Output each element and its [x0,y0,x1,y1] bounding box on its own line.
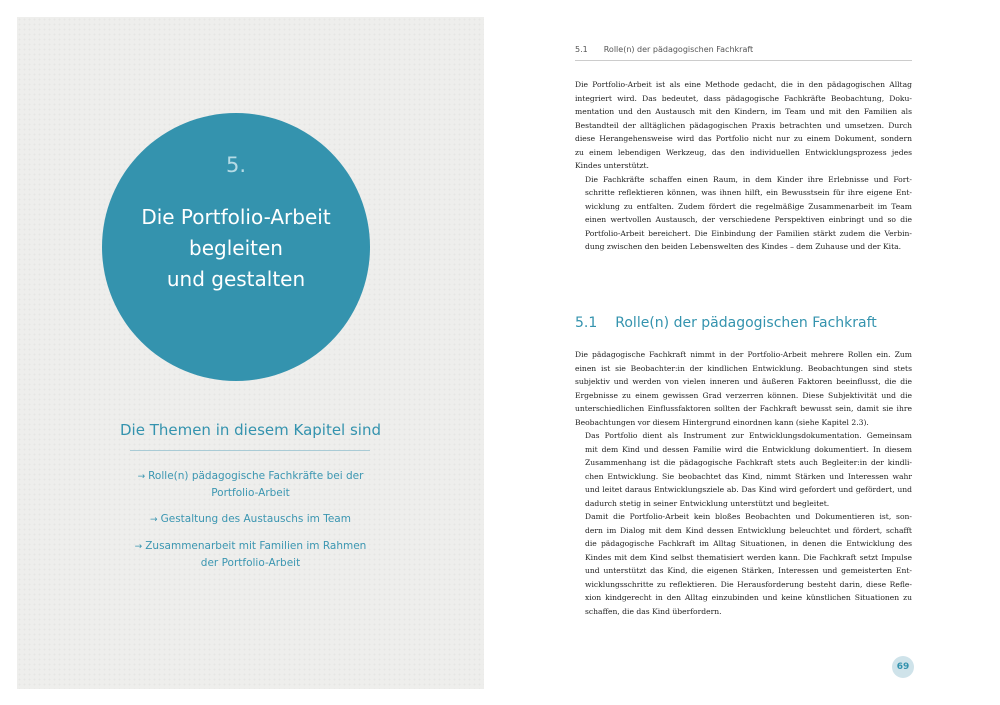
chapter-title-line: Die Portfolio-Arbeit [141,205,331,229]
text-line: xion kindgerecht in den Alltag einzubinden und keine künstlichen Situationen zu [585,593,912,602]
paragraph [575,510,912,618]
text-line: Damit die Portfolio-Arbeit kein bloßes Beobachten und Dokumentieren ist, son- [585,512,912,521]
chapter-title [102,202,370,295]
running-header [575,45,753,54]
theme-line: Portfolio-Arbeit [211,487,290,499]
section-heading [575,315,877,331]
text-line: integriert wird. Das bedeutet, dass pädagogische Fachkräfte Beobachtung, Doku- [575,93,912,103]
arrow-right-icon: → [150,515,158,525]
text-line: einen ist sie Beobachter:in der kindlichen Entwicklung. Beobachtungen sind stets [575,363,912,373]
text-line: Kindes mit dem Kind selbst thematisiert werden kann. Die Fachkraft setzt Impulse [585,552,912,562]
text-line: Die pädagogische Fachkraft nimmt in der Portfolio-Arbeit mehrere Rollen ein. Zum [575,350,912,359]
text-line: die pädagogische Fachkraft im Alltag Situationen, in denen die Entwicklung des [585,539,912,548]
theme-line: Gestaltung des Austauschs im Team [160,513,351,525]
text-line: unterschiedlichen Einflussfaktoren sollten der Fachkraft bewusst sein, damit sie ihre [575,404,912,413]
text-line: mit dem Kind und dessen Familie wird die Entwicklung dokumentiert. In diesem [585,444,912,454]
text-line: subjektiv und werden von vielen inneren und äußeren Faktoren beeinflusst, die die [575,377,912,386]
section-text [575,348,912,618]
text-line: zu einem lebendigen Werkzeug, das den individuellen Entwicklungsprozess jedes [575,147,912,157]
section-number: 5.1 [575,315,598,331]
theme-line: der Portfolio-Arbeit [200,557,301,569]
text-line: Ergebnisse zu einem gewissen Grad verzerren können. Diese Subjektivität und die [575,390,912,400]
text-line: dern im Dialog mit dem Kind dessen Entwicklung beleuchtet und fördert, schafft [585,525,912,535]
text-line: Die Fachkräfte schaffen einen Raum, in dem Kinder ihre Erlebnisse und Fort- [585,174,912,184]
arrow-right-icon: → [137,472,146,482]
text-line: Das Portfolio dient als Instrument zur Entwicklungsdokumentation. Gemeinsam [585,431,912,440]
themes-list [17,468,484,581]
page-number: 69 [892,656,914,678]
running-header-number: 5.1 [575,45,588,54]
themes-heading: Die Themen in diesem Kapitel sind [119,421,382,439]
theme-item [17,538,484,571]
theme-item [17,468,484,501]
paragraph [575,78,912,173]
chapter-circle [102,113,370,381]
text-line: Zusammenhang ist die pädagogische Fachkraft stets auch Begleiter:in der kindli- [585,458,912,467]
theme-line: Rolle(n) pädagogische Fachkräfte bei der [148,470,364,482]
text-line: chen Entwicklung. Sie beobachtet das Kind, nimmt Stärken und Interessen wahr [585,471,912,481]
paragraph [575,173,912,254]
themes-divider [130,450,370,451]
paragraph [575,348,912,429]
chapter-number: 5. [225,153,247,177]
paragraph [575,429,912,510]
text-line: schaffen, die das Kind überfordern. [585,606,722,616]
text-line: Beobachtungen vor diesem Hintergrund einordnen kann (siehe Kapitel 2.3). [575,417,869,427]
text-line: wicklung zu entfalten. Zudem fördert die regelmäßige Zusammenarbeit im Team [585,201,912,211]
running-header-title: Rolle(n) der pädagogischen Fachkraft [603,45,754,54]
header-divider [575,60,912,61]
text-line: dung zwischen den beiden Lebenswelten des Kindes – dem Zuhause und der Kita. [585,242,902,251]
chapter-title-line: begleiten [189,236,283,260]
section-title: Rolle(n) der pädagogischen Fachkraft [615,315,877,331]
text-line: einen wertvollen Austausch, der verschiedene Perspektiven einbringt und so die [585,215,912,224]
chapter-title-line: und gestalten [166,267,306,291]
text-line: wicklungsschritte zu reflektieren. Die Herausforderung besteht darin, diese Refle- [585,579,912,589]
text-line: schritte reflektieren können, was ihnen hilft, ein Bewusstsein für ihre eigene Ent- [585,188,912,197]
text-line: und unterstützt das Kind, die eigenen Stärken, Interessen und gemeisterten Ent- [585,566,912,575]
intro-text [575,78,912,254]
theme-line: Zusammenarbeit mit Familien im Rahmen [145,540,367,552]
theme-item [17,511,484,528]
text-line: Portfolio-Arbeit bereichert. Die Einbindung der Familien stärkt zudem die Verbin- [585,228,912,238]
arrow-right-icon: → [134,542,143,552]
text-line: Die Portfolio-Arbeit ist als eine Methode gedacht, die in den pädagogischen Alltag [575,80,912,89]
text-line: diese Herangehensweise wird das Portfolio nicht nur zu einem Dokument, sondern [575,134,912,143]
text-line: und leitet daraus Entwicklungsziele ab. Das Kind wird gefordert und gefördert, und [585,485,912,494]
text-line: mentation und den Austausch mit den Kindern, im Team und mit den Familien als [575,107,912,116]
text-line: Kindes unterstützt. [575,161,649,170]
text-line: Bestandteil der alltäglichen pädagogischen Praxis betrachten und umsetzen. Durch [575,120,912,130]
text-line: dadurch stetig in seiner Entwicklung unterstützt und begleitet. [585,498,830,508]
